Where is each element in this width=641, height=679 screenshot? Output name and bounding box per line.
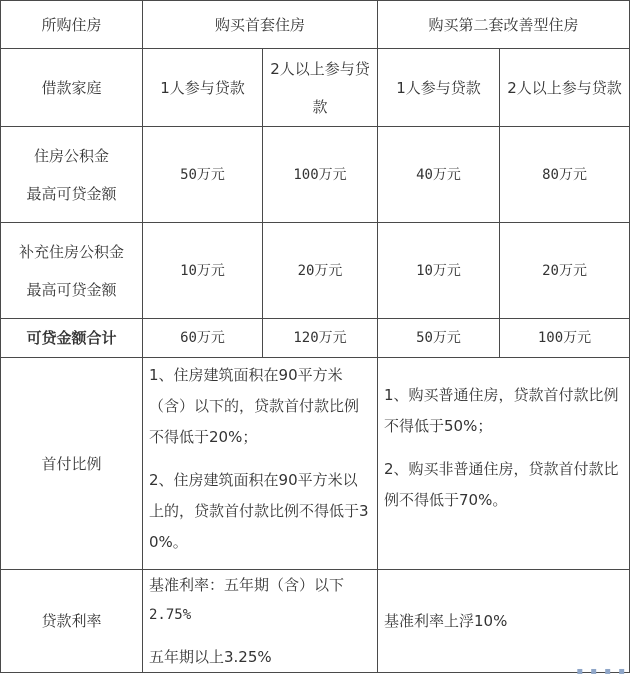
down-payment-label: 首付比例 xyxy=(1,358,143,570)
supplementary-fund-value: 10万元 xyxy=(378,223,500,319)
header-housing: 所购住房 xyxy=(1,1,143,49)
down-payment-rule: 1、住房建筑面积在90平方米（含）以下的，贷款首付款比例不得低于20%； xyxy=(149,366,360,446)
down-payment-rule: 1、购买普通住房，贷款首付款比例不得低于50%； xyxy=(384,386,619,435)
borrower-label: 借款家庭 xyxy=(1,49,143,127)
header-first-home: 购买首套住房 xyxy=(143,1,378,49)
provident-fund-value: 100万元 xyxy=(263,127,378,223)
down-payment-rule: 2、住房建筑面积在90平方米以上的，贷款首付款比例不得低于30%。 xyxy=(149,471,369,551)
down-payment-row xyxy=(1,358,630,570)
first-one-person: 1人参与贷款 xyxy=(143,49,263,127)
first-two-plus: 2人以上参与贷款 xyxy=(263,49,378,127)
provident-fund-label-line1: 住房公积金 xyxy=(33,146,109,165)
provident-fund-row xyxy=(1,127,630,223)
down-payment-rule: 2、购买非普通住房，贷款首付款比例不得低于70%。 xyxy=(384,460,619,509)
second-home-rate: 基准利率上浮10% xyxy=(378,570,630,673)
provident-fund-label xyxy=(1,127,143,223)
supplementary-fund-label xyxy=(1,223,143,319)
provident-fund-label-line2: 最高可贷金额 xyxy=(26,184,117,203)
supplementary-fund-value: 10万元 xyxy=(143,223,263,319)
header-second-home: 购买第二套改善型住房 xyxy=(378,1,630,49)
total-value: 50万元 xyxy=(378,319,500,358)
total-label: 可贷金额合计 xyxy=(1,319,143,358)
total-row xyxy=(1,319,630,358)
supplementary-fund-label-line2: 最高可贷金额 xyxy=(26,280,117,299)
total-value: 100万元 xyxy=(500,319,630,358)
supplementary-fund-row xyxy=(1,223,630,319)
rate-line: 五年期以上3.25% xyxy=(149,648,272,666)
supplementary-fund-label-line1: 补充住房公积金 xyxy=(18,242,124,261)
rate-line: 2.75% xyxy=(149,607,192,623)
supplementary-fund-value: 20万元 xyxy=(500,223,630,319)
second-one-person: 1人参与贷款 xyxy=(378,49,500,127)
first-home-down-payment xyxy=(143,358,378,570)
rate-line: 基准利率：五年期（含）以下 xyxy=(149,576,345,594)
loan-rate-label: 贷款利率 xyxy=(1,570,143,673)
borrower-row xyxy=(1,49,630,127)
first-home-rate xyxy=(143,570,378,673)
header-row xyxy=(1,1,630,49)
provident-fund-value: 40万元 xyxy=(378,127,500,223)
second-two-plus: 2人以上参与贷款 xyxy=(500,49,630,127)
second-home-down-payment xyxy=(378,358,630,570)
provident-fund-value: 50万元 xyxy=(143,127,263,223)
total-value: 60万元 xyxy=(143,319,263,358)
provident-fund-value: 80万元 xyxy=(500,127,630,223)
loan-rate-row xyxy=(1,570,630,673)
watermark-logo: ▪ ▪ ▪ ▪ xyxy=(576,666,627,677)
supplementary-fund-value: 20万元 xyxy=(263,223,378,319)
total-value: 120万元 xyxy=(263,319,378,358)
